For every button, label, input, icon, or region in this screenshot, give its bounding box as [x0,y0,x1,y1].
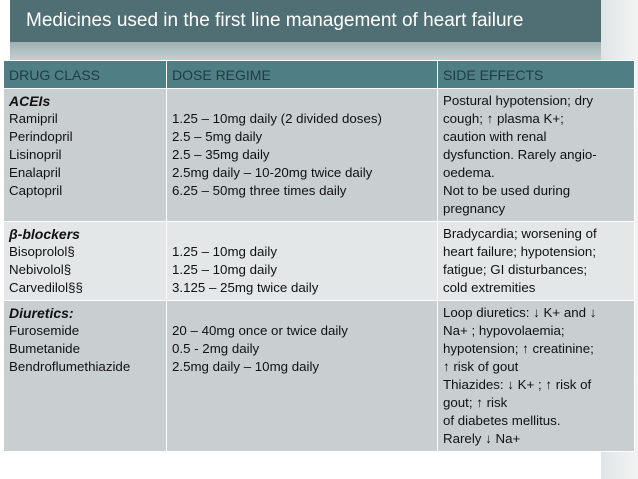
drug-name: Furosemide [9,323,80,338]
side-effects-cell [438,301,635,452]
dose-line: 1.25 – 10mg daily [172,244,277,259]
side-effects-cell [438,89,635,222]
side-effect-line: hypotension; ↑ creatinine; [443,341,594,356]
table-row [4,222,635,301]
drug-name: Captopril [9,183,63,198]
side-effect-line: oedema. [443,165,495,180]
side-effect-line: Rarely ↓ Na+ [443,431,521,446]
side-effect-line: pregnancy [443,201,506,216]
dose-list [172,92,432,200]
side-effect-line: dysfunction. Rarely angio- [443,147,597,162]
table-header-row [4,61,635,89]
side-effect-line: cough; ↑ plasma K+; [443,111,564,126]
drug-class-cell [4,301,167,452]
dose-line: 6.25 – 50mg three times daily [172,183,347,198]
table-row [4,301,635,452]
side-effect-line: Not to be used during [443,183,571,198]
side-effect-line: heart failure; hypotension; [443,244,597,259]
drug-class-cell [4,89,167,222]
dose-line: 1.25 – 10mg daily [172,262,277,277]
medicines-table [3,60,635,452]
side-effects-cell [438,222,635,301]
dose-list [172,225,432,297]
side-effect-line: fatigue; GI disturbances; [443,262,588,277]
drug-name: Perindopril [9,129,73,144]
header-drug-class: DRUG CLASS [4,61,167,89]
dose-list [172,304,432,376]
dose-line: 20 – 40mg once or twice daily [172,323,348,338]
side-effect-line: Na+ ; hypovolaemia; [443,323,565,338]
dose-cell [167,222,438,301]
drug-name: Ramipril [9,111,58,126]
dose-line: 2.5 – 35mg daily [172,147,270,162]
dose-line: 1.25 – 10mg daily (2 divided doses) [172,111,382,126]
drug-class-name: ACEIs [9,93,51,109]
side-effect-line: Postural hypotension; dry [443,93,594,108]
header-side-effects: SIDE EFFECTS [438,61,635,89]
header-dose-regime: DOSE REGIME [167,61,438,89]
side-effect-line: gout; ↑ risk [443,395,508,410]
dose-line: 3.125 – 25mg twice daily [172,280,319,295]
title-text: Medicines used in the first line management of heart failure [26,10,524,31]
dose-cell [167,89,438,222]
drug-class-name: Diuretics: [9,305,74,321]
dose-line: 0.5 - 2mg daily [172,341,260,356]
slide-title [10,0,601,42]
drug-name: Enalapril [9,165,61,180]
drug-name: Lisinopril [9,147,62,162]
side-effect-line: ↑ risk of gout [443,359,519,374]
dose-line: 2.5mg daily – 10mg daily [172,359,320,374]
drug-class-name: β-blockers [9,226,80,242]
drug-name: Bumetanide [9,341,80,356]
side-effect-line: Thiazides: ↓ K+ ; ↑ risk of [443,377,592,392]
table-row [4,89,635,222]
dose-cell [167,301,438,452]
drug-name: Bisoprolol§ [9,244,75,259]
side-effect-line: Loop diuretics: ↓ K+ and ↓ [443,305,597,320]
dose-line: 2.5 – 5mg daily [172,129,263,144]
drug-class-cell [4,222,167,301]
decorative-strip [10,42,601,60]
side-effect-line: of diabetes mellitus. [443,413,561,428]
drug-name: Nebivolol§ [9,262,72,277]
side-effect-line: cold extremities [443,280,536,295]
side-effect-line: caution with renal [443,129,547,144]
dose-line: 2.5mg daily – 10-20mg twice daily [172,165,373,180]
drug-name: Carvedilol§§ [9,280,83,295]
side-effect-line: Bradycardia; worsening of [443,226,597,241]
drug-name: Bendroflumethiazide [9,359,131,374]
